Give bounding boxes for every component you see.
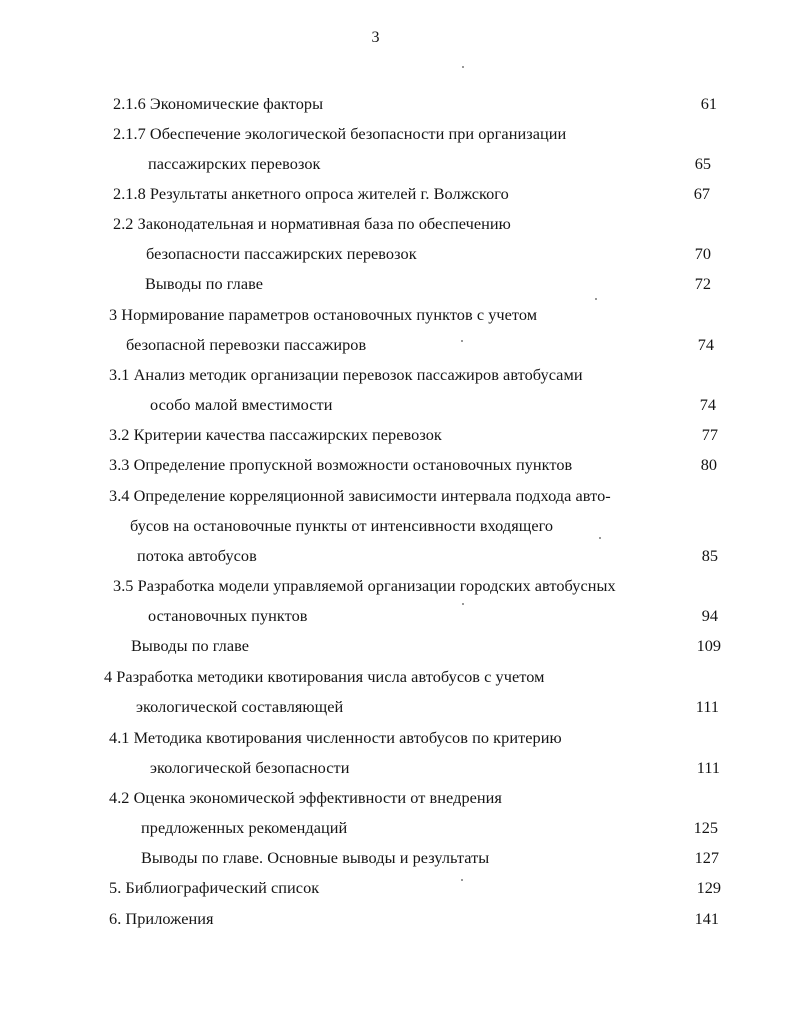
toc-page-4-2: 125 — [693, 818, 718, 837]
toc-page-3-5: 94 — [701, 606, 718, 625]
toc-entry-4-cont: экологической составляющей — [136, 697, 344, 716]
toc-entry-conclusions-2: Выводы по главе — [145, 274, 264, 293]
toc-page-3-3: 80 — [700, 455, 717, 474]
toc-page-2-1-8: 67 — [693, 184, 710, 203]
toc-page-5: 129 — [696, 878, 721, 897]
toc-page-2-1-7: 65 — [694, 154, 711, 173]
toc-entry-conclusions-final: Выводы по главе. Основные выводы и результаты — [141, 848, 490, 867]
toc-entry-3-cont: безопасной перевозки пассажиров — [126, 335, 367, 354]
toc-page-conclusions-2: 72 — [694, 274, 711, 293]
toc-entry-4-2-cont: предложенных рекомендаций — [141, 818, 348, 837]
scan-speck — [461, 340, 463, 342]
toc-entry-conclusions-3: Выводы по главе — [131, 636, 250, 655]
toc-entry-4-2: 4.2 Оценка экономической эффективности от внедрения — [109, 788, 502, 807]
scan-speck — [462, 66, 464, 68]
toc-page-2-2: 70 — [694, 244, 711, 263]
toc-entry-3-1-cont: особо малой вместимости — [150, 395, 333, 414]
toc-entry-4: 4 Разработка методики квотирования числа автобусов с учетом — [104, 667, 545, 686]
toc-page-4-1: 111 — [696, 758, 720, 777]
toc-page-3-1: 74 — [699, 395, 716, 414]
page-number: 3 — [371, 29, 380, 46]
scan-speck — [599, 537, 601, 539]
toc-page-3: 74 — [697, 335, 714, 354]
toc-entry-2-1-8: 2.1.8 Результаты анкетного опроса жителей г. Волжского — [113, 184, 509, 203]
toc-entry-6: 6. Приложения — [109, 909, 214, 928]
toc-entry-4-1: 4.1 Методика квотирования численности автобусов по критерию — [109, 728, 562, 747]
toc-entry-2-1-6: 2.1.6 Экономические факторы — [113, 94, 324, 113]
toc-page-conclusions-final: 127 — [694, 848, 719, 867]
toc-entry-3-4-cont1: бусов на остановочные пункты от интенсивности входящего — [130, 516, 554, 535]
toc-page-conclusions-3: 109 — [696, 636, 721, 655]
toc-entry-2-2-cont: безопасности пассажирских перевозок — [146, 244, 417, 263]
toc-entry-3: 3 Нормирование параметров остановочных пунктов с учетом — [109, 305, 538, 324]
scan-speck — [461, 879, 463, 881]
toc-entry-3-4-cont2: потока автобусов — [137, 546, 257, 565]
scan-speck — [595, 298, 597, 300]
toc-page-3-2: 77 — [701, 425, 718, 444]
toc-entry-5: 5. Библиографический список — [109, 878, 320, 897]
scan-speck — [462, 603, 464, 605]
toc-entry-2-1-7: 2.1.7 Обеспечение экологической безопасности при организации — [113, 124, 567, 143]
toc-page-3-4: 85 — [701, 546, 718, 565]
toc-entry-2-2: 2.2 Законодательная и нормативная база по обеспечению — [113, 214, 511, 233]
toc-entry-3-5: 3.5 Разработка модели управляемой организации городских автобусных — [113, 576, 616, 595]
toc-entry-4-1-cont: экологической безопасности — [150, 758, 350, 777]
toc-entry-3-3: 3.3 Определение пропускной возможности остановочных пунктов — [109, 455, 573, 474]
toc-page-4: 111 — [695, 697, 719, 716]
toc-entry-2-1-7-cont: пассажирских перевозок — [148, 154, 321, 173]
toc-entry-3-1: 3.1 Анализ методик организации перевозок пассажиров автобусами — [109, 365, 583, 384]
toc-entry-3-4: 3.4 Определение корреляционной зависимости интервала подхода авто- — [109, 486, 611, 505]
toc-page-2-1-6: 61 — [700, 94, 717, 113]
toc-page-6: 141 — [694, 909, 719, 928]
toc-entry-3-5-cont: остановочных пунктов — [148, 606, 308, 625]
toc-entry-3-2: 3.2 Критерии качества пассажирских перевозок — [109, 425, 442, 444]
